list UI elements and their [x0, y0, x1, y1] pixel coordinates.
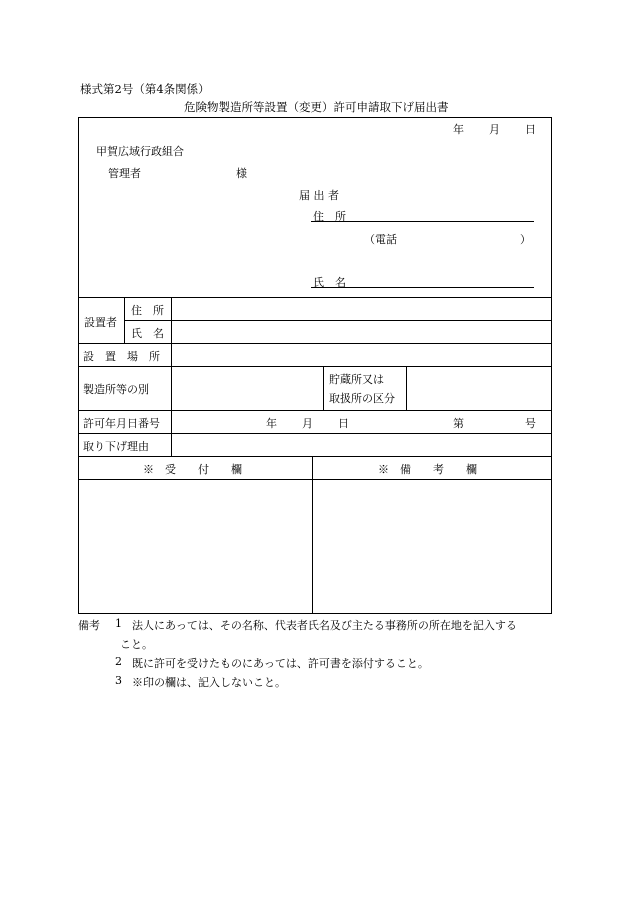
note-number: 3 — [115, 674, 122, 687]
recipient-org: 甲賀広域行政組合 — [96, 145, 184, 158]
form-number: 様式第2号（第4条関係） — [80, 82, 210, 96]
col-line — [312, 456, 313, 614]
recipient-title: 管理者 — [108, 167, 141, 180]
notes-label: 備考 — [78, 619, 100, 632]
storage-type-label-line2: 取扱所の区分 — [329, 392, 395, 405]
col-line — [406, 366, 407, 410]
row-line — [78, 410, 552, 411]
permit-go: 号 — [525, 417, 536, 430]
remarks-column-header: ※ 備 考 欄 — [378, 463, 477, 476]
notifier-address-underline — [311, 221, 534, 222]
row-line — [78, 479, 552, 480]
permit-month: 月 — [302, 417, 313, 430]
notifier-phone-close: ） — [520, 233, 531, 246]
row-line — [78, 343, 552, 344]
row-line — [78, 297, 552, 298]
row-line — [124, 320, 552, 321]
date-year-label: 年 — [453, 123, 464, 136]
col-line — [124, 297, 125, 343]
facility-type-label: 製造所等の別 — [83, 383, 149, 396]
location-label: 設 置 場 所 — [83, 350, 160, 363]
permit-day: 日 — [338, 417, 349, 430]
installer-label: 設置者 — [84, 316, 117, 329]
note-number: 2 — [115, 655, 122, 668]
withdraw-reason-label: 取り下げ理由 — [83, 440, 149, 453]
storage-type-label-line1: 貯蔵所又は — [329, 373, 384, 386]
row-line — [78, 366, 552, 367]
form-title: 危険物製造所等設置（変更）許可申請取下げ届出書 — [184, 100, 449, 114]
date-month-label: 月 — [489, 123, 500, 136]
permit-year: 年 — [266, 417, 277, 430]
row-line — [78, 433, 552, 434]
col-line — [323, 366, 324, 410]
note-text: 既に許可を受けたものにあっては、許可書を添付すること。 — [132, 657, 429, 670]
permit-dai: 第 — [453, 417, 464, 430]
installer-name-label: 氏 名 — [131, 327, 164, 340]
date-day-label: 日 — [525, 123, 536, 136]
notifier-address-label: 住 所 — [313, 210, 346, 223]
note-text: 法人にあっては、その名称、代表者氏名及び主たる事務所の所在地を記入する — [132, 619, 517, 632]
permit-date-label: 許可年月日番号 — [83, 417, 160, 430]
notifier-name-underline — [311, 287, 534, 288]
col-line — [171, 297, 172, 456]
note-number: 1 — [115, 617, 122, 630]
notifier-phone-open: （電話 — [364, 233, 397, 246]
row-line — [78, 456, 552, 457]
recipient-honorific: 様 — [236, 167, 247, 180]
notifier-label: 届 出 者 — [299, 189, 339, 202]
notifier-name-label: 氏 名 — [313, 276, 346, 289]
installer-address-label: 住 所 — [131, 304, 164, 317]
reception-column-header: ※ 受 付 欄 — [143, 463, 242, 476]
note-text: ※印の欄は、記入しないこと。 — [132, 676, 286, 689]
note-text-continued: こと。 — [120, 638, 153, 651]
